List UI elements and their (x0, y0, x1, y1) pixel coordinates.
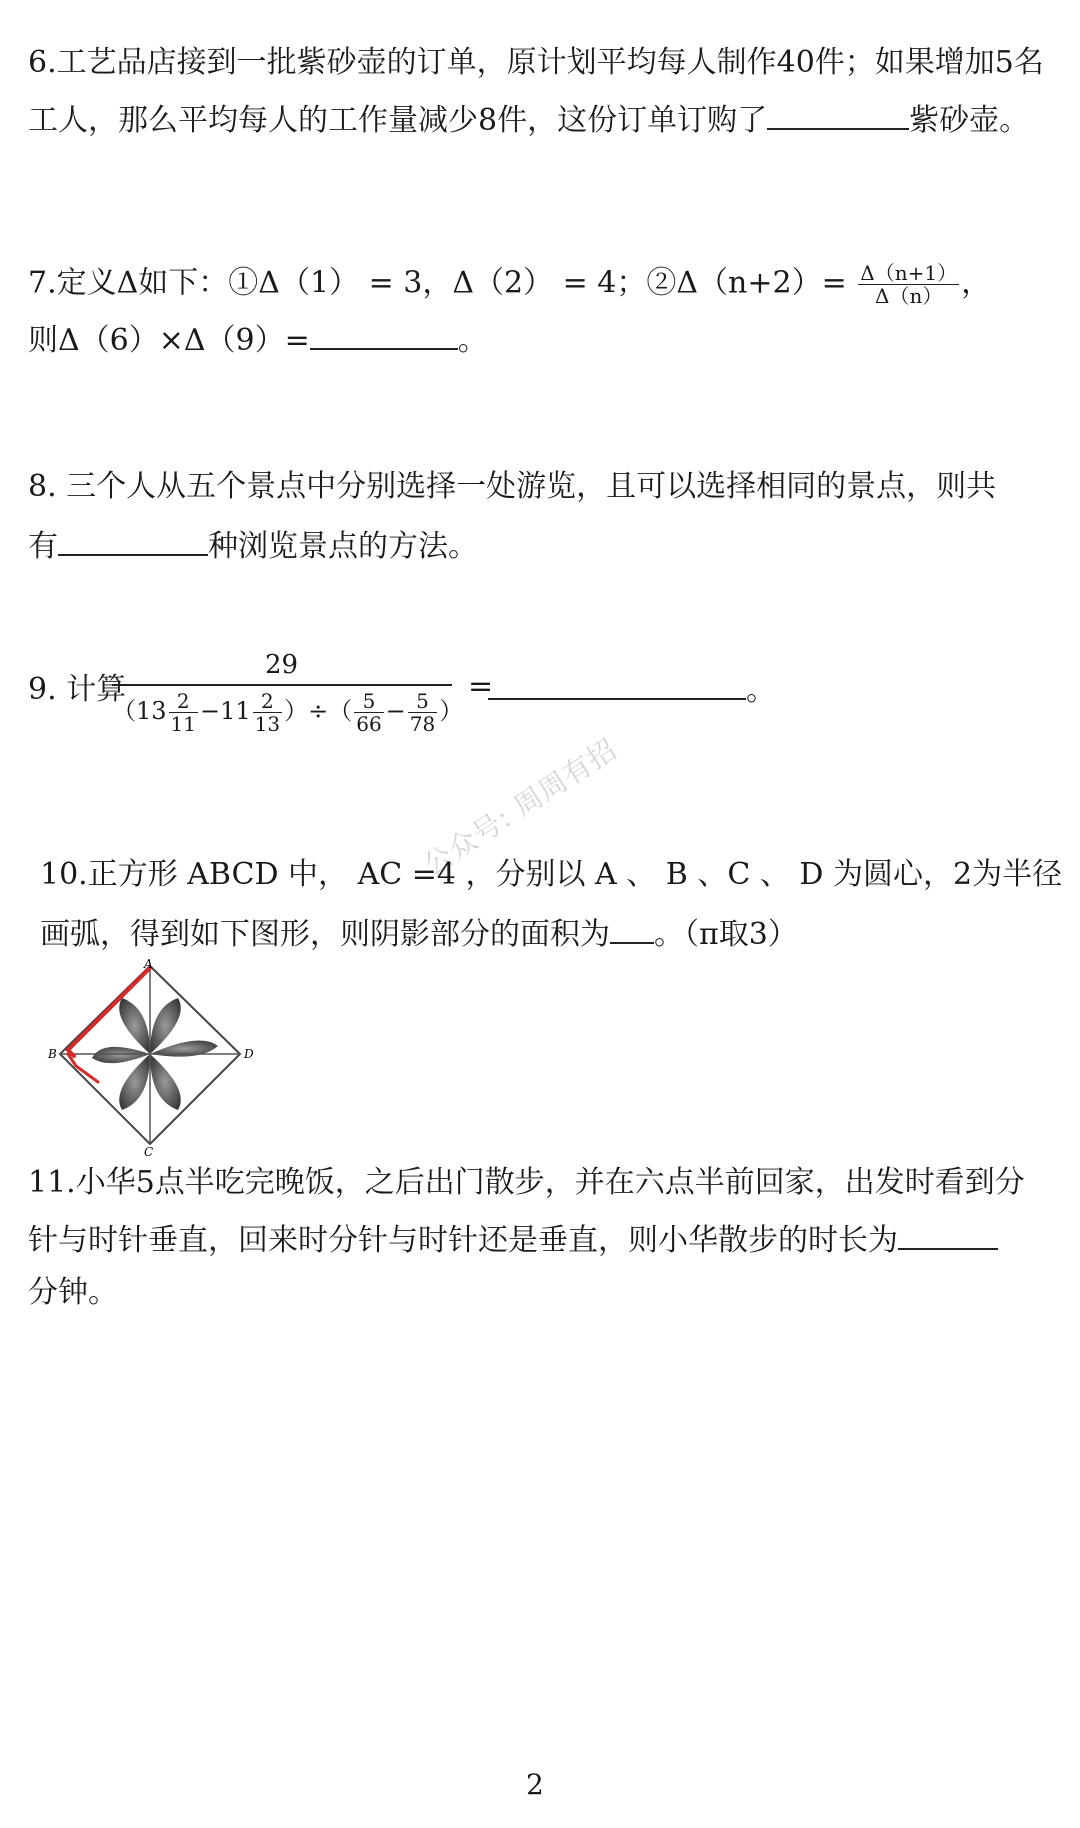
q7-line-2 (28, 322, 488, 356)
vertex-label-b: B (48, 1047, 57, 1061)
q11-line-1: 11.小华5点半吃完晚饭，之后出门散步，并在六点半前回家，出发时看到分 (28, 1165, 1025, 1200)
q8-answer-blank[interactable] (58, 528, 208, 556)
q9-f3-den: 66 (356, 712, 382, 736)
q9-fraction-bar (112, 684, 452, 686)
q10-line-2 (40, 916, 798, 950)
q10-answer-blank[interactable] (610, 916, 654, 944)
page-number: 2 (526, 1768, 544, 1801)
q9-f1-num: 2 (169, 690, 198, 713)
q7-fraction-denominator: Δ（n） (875, 284, 943, 308)
q11-line-2 (28, 1222, 998, 1256)
q8-text: 有 (28, 529, 58, 564)
q11-answer-blank[interactable] (898, 1222, 998, 1250)
q10-text-end: 。（π取3） (654, 917, 798, 952)
q7-text-2: 则Δ（6）×Δ（9）= (28, 323, 310, 358)
q10-line-1: 10.正方形 ABCD 中， AC =4 ，分别以 A 、 B 、C 、 D 为圆心，2为半径 (40, 857, 1063, 892)
q9-den-minus: − (385, 697, 406, 725)
q8-line-1: 8. 三个人从五个景点中分别选择一处游览，且可以选择相同的景点，则共 (28, 469, 997, 504)
q8-line-2 (28, 528, 478, 562)
q9-f1-den: 11 (170, 712, 196, 736)
q9-label: 9. 计算 (28, 672, 127, 707)
q7-line-1 (28, 262, 991, 307)
q9-den-mid: −11 (200, 697, 251, 725)
shaded-petal-bottom-left (119, 1054, 150, 1110)
q9-f3-num: 5 (354, 690, 383, 713)
q7-comma: ， (961, 265, 992, 301)
q9-den-div: ）÷（ (284, 697, 353, 725)
q9-fraction-4 (408, 690, 437, 735)
q9-f4-den: 78 (409, 712, 436, 736)
vertex-label-c: C (144, 1145, 154, 1158)
q9-denominator (112, 690, 463, 735)
q9-den-close: ） (439, 697, 464, 725)
q7-text: 7.定义Δ如下：①Δ（1） = 3，Δ（2） = 4；②Δ（n+2）= (28, 265, 847, 301)
q9-fraction-2 (253, 690, 282, 735)
q7-period: 。 (457, 323, 488, 358)
q9-f2-num: 2 (253, 690, 282, 713)
q9-f4-num: 5 (408, 690, 437, 713)
q9-period: 。 (746, 673, 776, 708)
shaded-petal-bottom-right (150, 1054, 181, 1110)
q10-text: 画弧，得到如下图形，则阴影部分的面积为 (40, 917, 610, 952)
q7-fraction-numerator: Δ（n+1） (860, 261, 958, 285)
q6-text-end: 紫砂壶。 (909, 103, 1030, 138)
q9-equals: = (468, 669, 494, 704)
q9-answer-line (488, 672, 776, 706)
q6-text: 工人，那么平均每人的工作量减少8件，这份订单订购了 (28, 103, 768, 138)
q7-fraction (858, 262, 959, 307)
q8-text-end: 种浏览景点的方法。 (208, 529, 478, 564)
q6-line-1: 6.工艺品店接到一批紫砂壶的订单，原计划平均每人制作40件；如果增加5名 (28, 45, 1044, 80)
q9-f2-den: 13 (254, 712, 281, 736)
shaded-petal-top-left (119, 998, 150, 1054)
q11-text: 针与时针垂直，回来时分针与时针还是垂直，则小华散步的时长为 (28, 1223, 898, 1258)
q6-line-2 (28, 102, 1029, 136)
shaded-petal-left (92, 1047, 150, 1063)
q9-den-open: （13 (112, 697, 167, 725)
q9-answer-blank[interactable] (488, 672, 746, 700)
q9-fraction-1 (169, 690, 198, 735)
q7-answer-blank[interactable] (310, 322, 458, 350)
q10-square-figure (40, 958, 260, 1158)
vertex-label-a: A (144, 958, 153, 971)
q9-numerator: 29 (265, 650, 299, 680)
q11-line-3: 分钟。 (28, 1275, 118, 1310)
vertex-label-d: D (244, 1047, 254, 1061)
q6-answer-blank[interactable] (767, 102, 909, 130)
watermark-text: 公众号: 周周有招 (417, 732, 624, 882)
q9-fraction-3 (354, 690, 383, 735)
